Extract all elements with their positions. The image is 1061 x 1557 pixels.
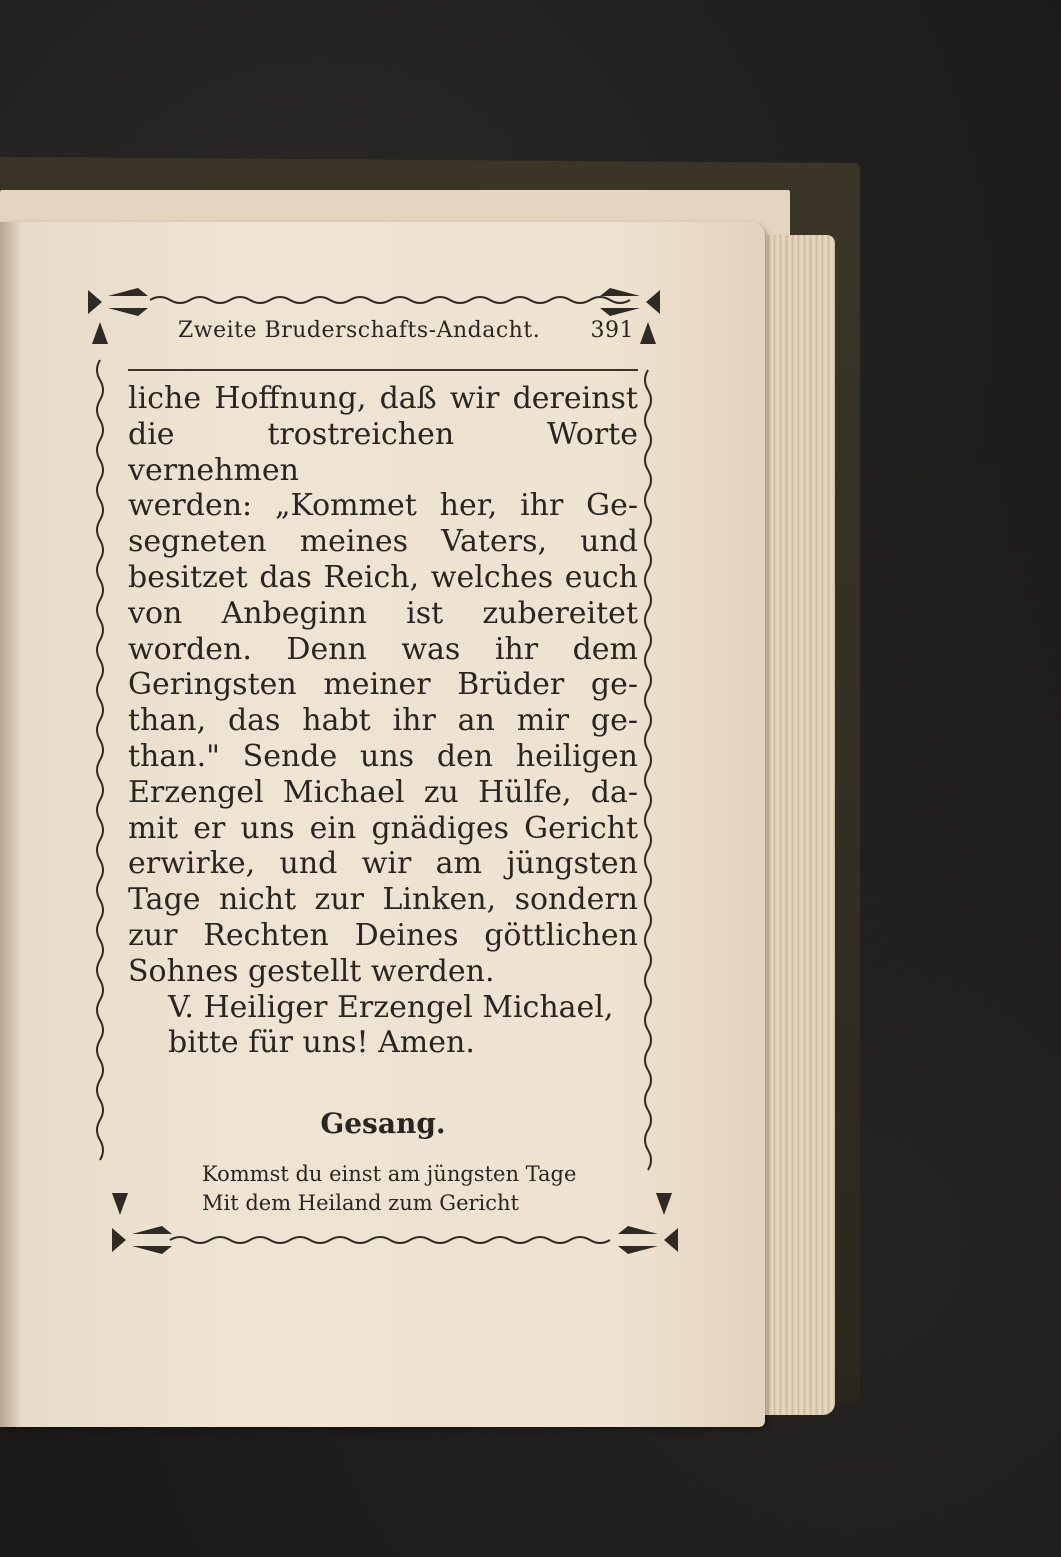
body-line: Tage nicht zur Linken, sondern (128, 882, 638, 918)
song-line: Mit dem Heiland zum Gericht (202, 1191, 519, 1216)
body-line: Erzengel Michael zu Hülfe, da- (128, 774, 638, 810)
body-line: werden: „Kommet her, ihr Ge- (128, 488, 638, 524)
header-rule (128, 369, 638, 371)
body-line: than." Sende uns den heiligen (128, 738, 638, 774)
body-line: segneten meines Vaters, und (128, 524, 638, 560)
body-paragraph (128, 381, 638, 1061)
song-line: Kommst du einst am jüngsten Tage (202, 1162, 577, 1187)
spine-shadow (0, 222, 22, 1427)
song-verse (128, 1160, 638, 1218)
body-line: worden. Denn was ihr dem (128, 631, 638, 667)
body-line: zur Rechten Deines göttlichen (128, 917, 638, 953)
versicle-line: bitte für uns! Amen. (168, 1025, 475, 1061)
body-line: die trostreichen Worte vernehmen (128, 416, 638, 488)
body-line: liche Hoffnung, daß wir dereinst (128, 381, 638, 416)
body-line: than, das habt ihr an mir ge- (128, 703, 638, 739)
body-line: erwirke, und wir am jüngsten (128, 846, 638, 882)
body-line: Sohnes gestellt werden. (128, 953, 495, 989)
page-content (128, 318, 638, 1218)
body-line: Geringsten meiner Brüder ge- (128, 667, 638, 703)
running-head: Zweite Bruderschafts-Andacht. (178, 318, 541, 343)
body-line: besitzet das Reich, welches euch (128, 559, 638, 595)
versicle-line: V. Heiliger Erzengel Michael, (168, 989, 614, 1025)
body-line: von Anbeginn ist zubereitet (128, 595, 638, 631)
running-header (128, 318, 638, 343)
body-line: mit er uns ein gnädiges Gericht (128, 810, 638, 846)
page-number: 391 (590, 318, 634, 343)
song-heading: Gesang. (320, 1107, 446, 1141)
